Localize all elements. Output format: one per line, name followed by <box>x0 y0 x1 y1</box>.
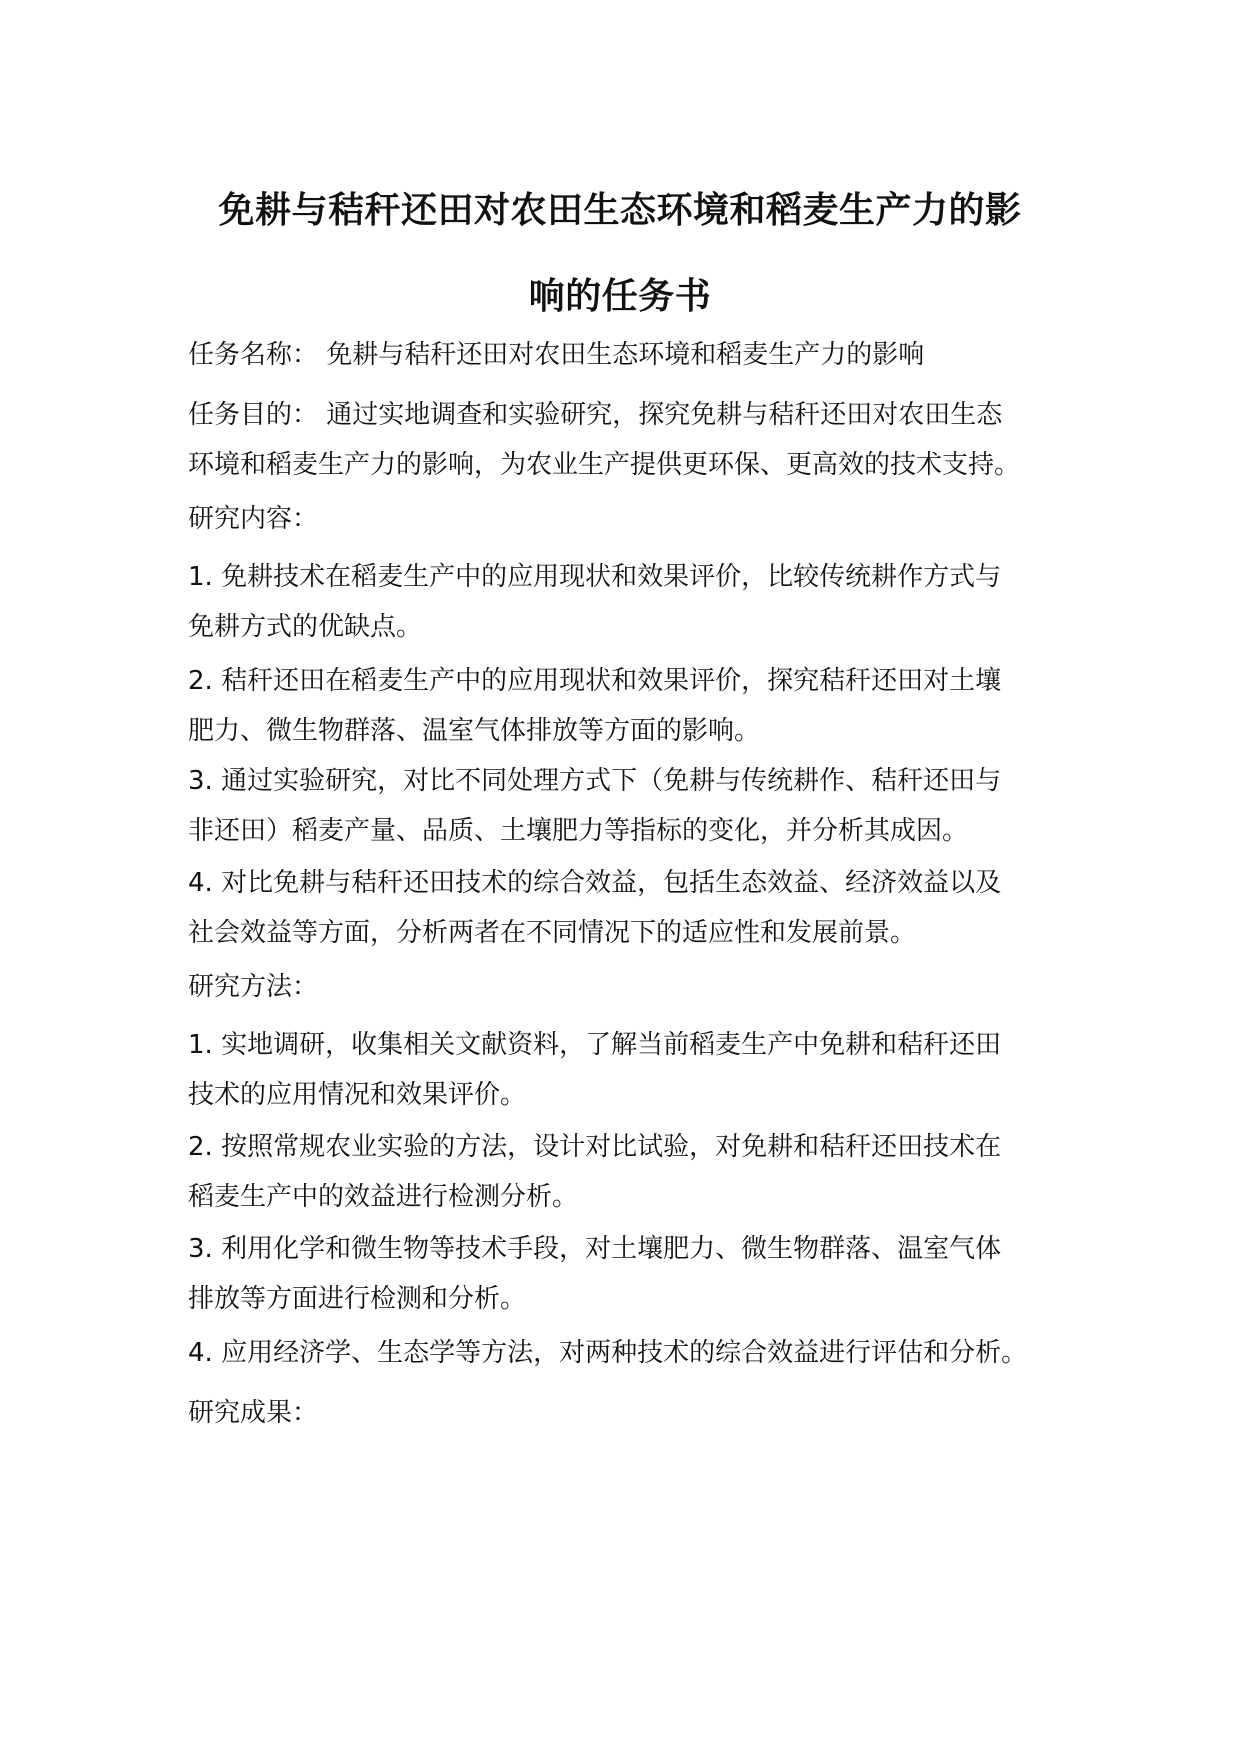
paragraph-content-3 <box>188 756 1088 856</box>
heading-research-methods <box>188 962 1088 1012</box>
text-line: 非还田）稻麦产量、品质、土壤肥力等指标的变化，并分析其成因。 <box>188 816 969 846</box>
paragraph-content-1 <box>188 552 1088 652</box>
text-line: 2. 按照常规农业实验的方法，设计对比试验，对免耕和秸秆还田技术在 <box>188 1132 1002 1162</box>
paragraph-task-purpose <box>188 390 1088 490</box>
text-line: 技术的应用情况和效果评价。 <box>188 1080 527 1110</box>
paragraph-content-2 <box>188 656 1088 756</box>
text-line: 排放等方面进行检测和分析。 <box>188 1284 527 1314</box>
title-line-2: 响的任务书 <box>528 276 712 317</box>
text-line: 肥力、微生物群落、温室气体排放等方面的影响。 <box>188 716 761 746</box>
text-line: 环境和稻麦生产力的影响，为农业生产提供更环保、更高效的技术支持。 <box>188 450 1021 480</box>
text-line: 稻麦生产中的效益进行检测分析。 <box>188 1182 579 1212</box>
text-line: 研究方法： <box>188 972 319 1002</box>
heading-research-content <box>188 494 1088 544</box>
paragraph-method-1 <box>188 1020 1088 1120</box>
paragraph-method-3 <box>188 1224 1088 1324</box>
text-line: 研究成果： <box>188 1398 319 1428</box>
text-line: 4. 应用经济学、生态学等方法，对两种技术的综合效益进行评估和分析。 <box>188 1338 1028 1368</box>
text-line: 社会效益等方面，分析两者在不同情况下的适应性和发展前景。 <box>188 918 917 948</box>
text-line: 3. 通过实验研究，对比不同处理方式下（免耕与传统耕作、秸秆还田与 <box>188 766 1002 796</box>
paragraph-method-2 <box>188 1122 1088 1222</box>
text-line: 1. 免耕技术在稻麦生产中的应用现状和效果评价，比较传统耕作方式与 <box>188 562 1002 592</box>
title-line-1: 免耕与秸秆还田对农田生态环境和稻麦生产力的影 <box>218 190 1022 231</box>
text-line: 1. 实地调研，收集相关文献资料，了解当前稻麦生产中免耕和秸秆还田 <box>188 1030 1002 1060</box>
text-line: 任务目的： 通过实地调查和实验研究，探究免耕与秸秆还田对农田生态 <box>188 400 1003 430</box>
text-line: 免耕方式的优缺点。 <box>188 612 423 642</box>
text-line: 3. 利用化学和微生物等技术手段，对土壤肥力、微生物群落、温室气体 <box>188 1234 1002 1264</box>
paragraph-task-name <box>188 330 1088 380</box>
document-title <box>150 168 1090 340</box>
paragraph-method-4 <box>188 1328 1088 1378</box>
text-line: 2. 秸秆还田在稻麦生产中的应用现状和效果评价，探究秸秆还田对土壤 <box>188 666 1002 696</box>
paragraph-content-4 <box>188 858 1088 958</box>
text-line: 任务名称： 免耕与秸秆还田对农田生态环境和稻麦生产力的影响 <box>188 340 925 370</box>
text-line: 研究内容： <box>188 504 319 534</box>
heading-research-results <box>188 1388 1088 1438</box>
text-line: 4. 对比免耕与秸秆还田技术的综合效益，包括生态效益、经济效益以及 <box>188 868 1002 898</box>
